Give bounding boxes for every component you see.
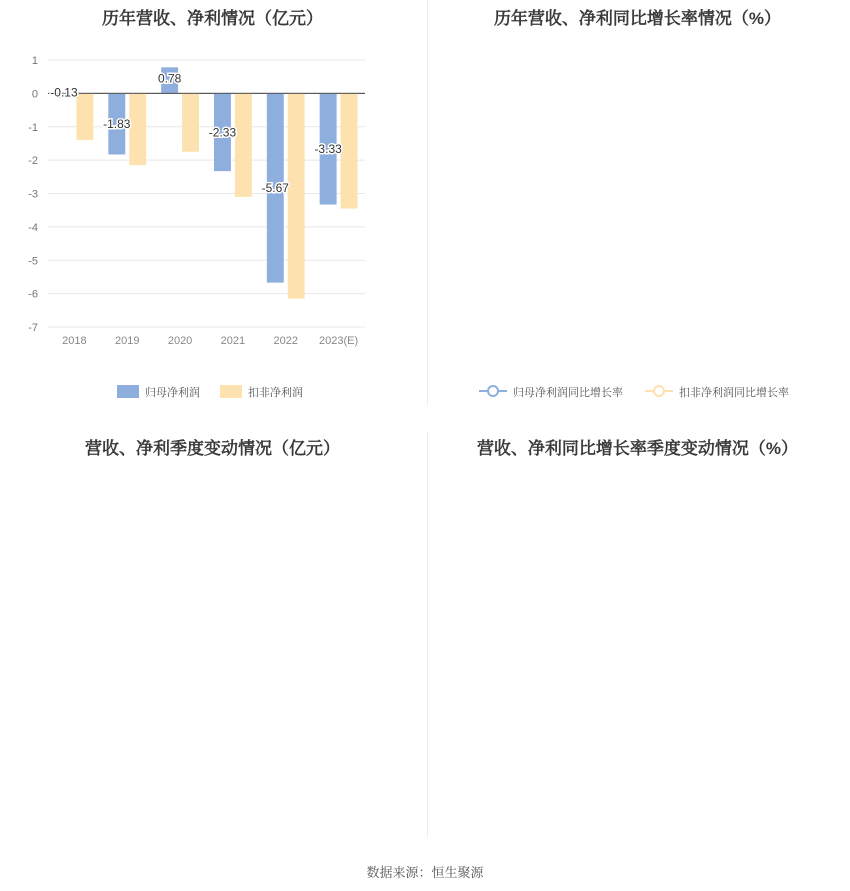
data-label: -2.33 bbox=[208, 125, 237, 140]
y-tick-label: 1 bbox=[31, 55, 38, 67]
x-tick-label: 2023(E) bbox=[319, 335, 359, 347]
data-label: 0.78 bbox=[157, 71, 182, 86]
y-tick-label: -5 bbox=[28, 255, 38, 268]
chart-title: 历年营收、净利情况（亿元） bbox=[102, 9, 323, 28]
chart-panel-annual-growth bbox=[425, 0, 850, 430]
quarterly-profit-chart bbox=[0, 430, 425, 860]
chart-title: 营收、净利同比增长率季度变动情况（%） bbox=[476, 439, 799, 458]
panel-divider bbox=[427, 0, 428, 405]
data-label: -5.67 bbox=[261, 180, 289, 195]
data-label: -1.83 bbox=[103, 116, 131, 131]
legend-label: 扣非净利润同比增长率 bbox=[679, 387, 789, 399]
data-label: -0.13 bbox=[50, 85, 78, 100]
x-tick-label: 2021 bbox=[220, 335, 246, 347]
chart-panel-quarterly-growth bbox=[425, 430, 850, 860]
x-tick-label: 2019 bbox=[115, 335, 140, 347]
data-source: 数据来源：恒生聚源 bbox=[366, 865, 484, 880]
chart-panel-quarterly-profit bbox=[0, 430, 425, 860]
legend-marker bbox=[654, 386, 664, 396]
legend-marker bbox=[488, 386, 498, 396]
chart-panel-annual-profit bbox=[0, 0, 425, 430]
legend-swatch bbox=[117, 385, 139, 398]
bar-deducted-profit bbox=[341, 93, 358, 208]
legend-label: 归母净利润 bbox=[145, 387, 200, 399]
bar-deducted-profit bbox=[235, 93, 252, 196]
data-label: -3.33 bbox=[314, 141, 342, 156]
y-tick-label: -4 bbox=[28, 221, 38, 234]
x-tick-label: 2018 bbox=[62, 335, 87, 347]
y-tick-label: -3 bbox=[28, 188, 38, 201]
x-tick-label: 2022 bbox=[273, 335, 298, 347]
legend-label: 归母净利润同比增长率 bbox=[513, 387, 623, 399]
bar-deducted-profit bbox=[129, 93, 146, 165]
legend-label: 扣非净利润 bbox=[248, 387, 303, 399]
bar-deducted-profit bbox=[76, 93, 93, 140]
y-tick-label: -6 bbox=[28, 288, 38, 301]
quarterly-growth-chart bbox=[425, 430, 850, 860]
y-tick-label: 0 bbox=[31, 88, 38, 101]
bar-deducted-profit bbox=[182, 93, 199, 151]
legend-swatch bbox=[220, 385, 242, 398]
chart-title: 历年营收、净利同比增长率情况（%） bbox=[493, 9, 782, 28]
y-tick-label: -1 bbox=[28, 121, 38, 134]
annual-growth-chart bbox=[425, 0, 850, 430]
x-tick-label: 2020 bbox=[167, 335, 193, 347]
y-tick-label: -7 bbox=[28, 322, 38, 334]
y-tick-label: -2 bbox=[28, 155, 38, 168]
annual-profit-chart bbox=[0, 0, 425, 430]
bar-deducted-profit bbox=[288, 93, 305, 298]
panel-divider bbox=[427, 432, 428, 837]
chart-title: 营收、净利季度变动情况（亿元） bbox=[85, 439, 340, 458]
